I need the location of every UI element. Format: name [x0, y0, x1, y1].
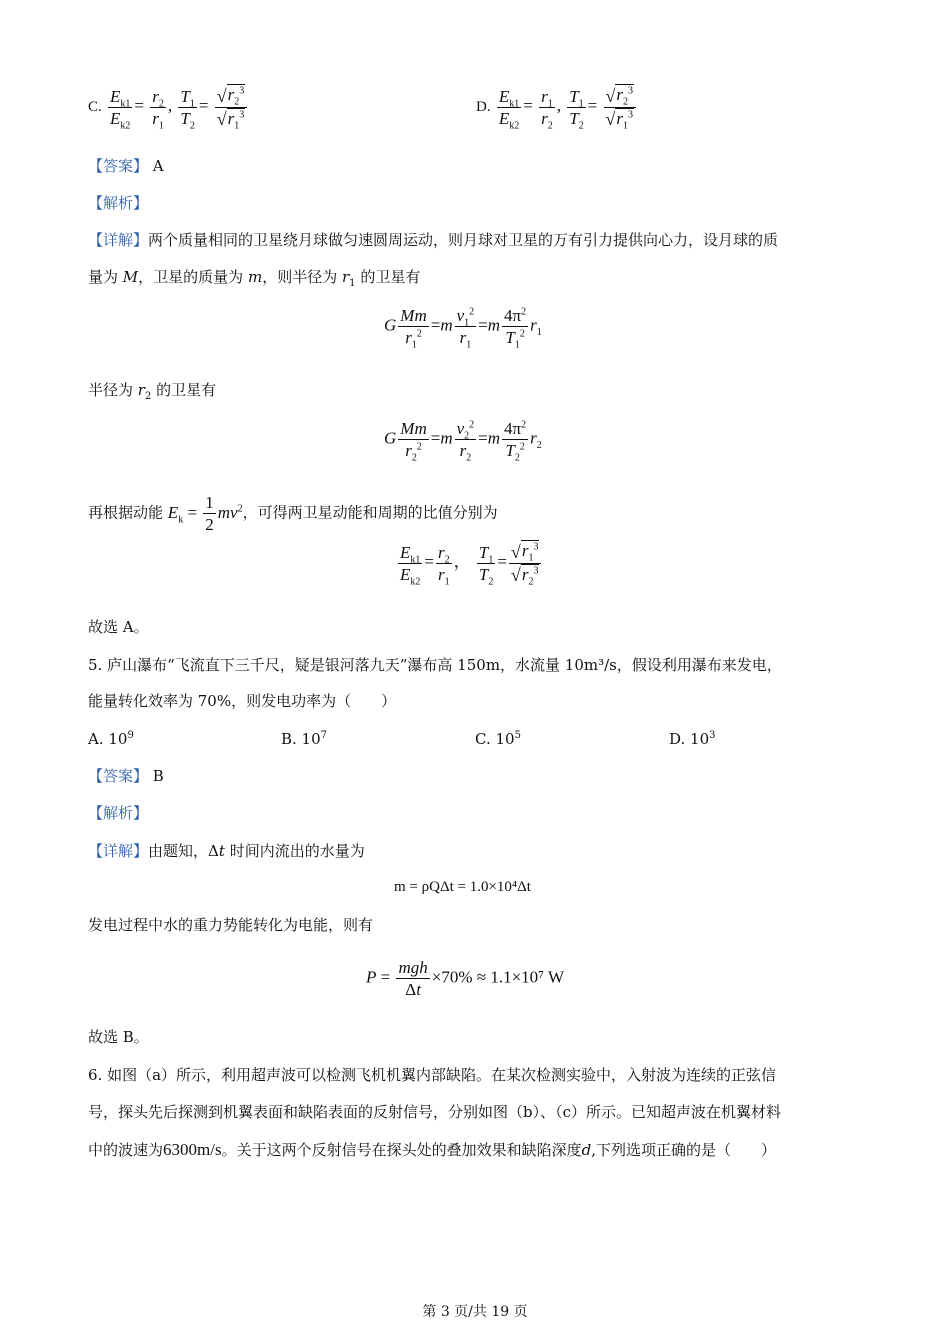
page-footer: 第 3 页/共 19 页 [422, 1304, 528, 1320]
text: ，可得两卫星动能和周期的比值分别为 [242, 503, 498, 522]
q6-line1: 6. 如图（a）所示，利用超声波可以检测飞机机翼内部缺陷。在某次检测实验中，入射波为连续的正弦信 [88, 1066, 777, 1084]
text: 量为 [88, 268, 119, 286]
text: ,下列选项正确的是（ ） [591, 1141, 776, 1159]
text: 的卫星有 [360, 268, 421, 286]
q5-option-a [88, 730, 134, 748]
q5-energy-line: 发电过程中水的重力势能转化为电能，则有 [88, 916, 374, 934]
text: 时间内流出的水量为 [229, 842, 365, 860]
equation-tail: ×70% ≈ 1.1×10⁷ W [431, 967, 565, 987]
option-d: D. $\frac{E_{k1}}{E_{k2}}$ = $\frac{r_1}{r_2}$ , $\frac{T_1}{T_2}$ = √ $r_2^3$ √ $r_1^3$ [476, 84, 638, 131]
q4-detail-line1 [88, 231, 778, 249]
q5-option-b [281, 730, 327, 748]
equation-ratio: $\frac{E_{k1}}{E_{k2}}$ = $\frac{r_2}{r_1}$ ， $\frac{T_1}{T_2}$ = √ $r_1^3$ √ $r_2^3$ [396, 540, 543, 587]
q5-analysis-tag: 【解析】 [88, 804, 149, 822]
wave-speed: 6300m/s [163, 1140, 222, 1159]
answer-tag: 【答案】 [88, 767, 149, 785]
q5-detail-line: 【详解】由题知，Δt 时间内流出的水量为 [88, 842, 365, 860]
detail-tag: 【详解】 [88, 842, 149, 860]
text: 由题知， [148, 842, 209, 860]
answer-value: B [152, 767, 164, 785]
detail-text: 两个质量相同的卫星绕月球做匀速圆周运动，则月球对卫星的万有引力提供向心力，设月球的质 [148, 231, 779, 249]
equation-r2: G $\frac{Mm}{r_2^2}$ =m $\frac{v_2^2}{r_2}$ =m $\frac{4\pi^2}{T_2^2}$ $r_2$ [384, 419, 542, 464]
text: 半径为 [88, 381, 134, 399]
q4-radius2-line: 半径为 $r_2$ 的卫星有 [88, 381, 217, 402]
q5-equation-mass: m = ρQΔt = 1.0×10⁴Δt [394, 879, 531, 895]
option-exp: 9 [127, 730, 134, 741]
option-c: C. $\frac{E_{k1}}{E_{k2}}$ = $\frac{r_2}{r_1}$ , $\frac{T_1}{T_2}$ = √ $r_2^3$ √ $r_1^3$ [88, 84, 249, 131]
q5-option-d [669, 730, 716, 748]
option-label: A. 10 [88, 730, 128, 748]
text: ，则半径为 [262, 268, 338, 286]
q5-option-c [475, 730, 521, 748]
option-label: D. 10 [669, 730, 710, 748]
text: 再根据动能 [88, 503, 164, 522]
q4-answer [88, 157, 164, 175]
q5-stem-line2: 能量转化效率为 70%，则发电功率为（ ） [88, 692, 397, 710]
option-label: B. 10 [281, 730, 321, 748]
q4-analysis-tag: 【解析】 [88, 194, 149, 212]
q4-conclusion: 故选 A。 [88, 618, 149, 636]
option-exp: 3 [709, 730, 716, 741]
q4-detail-line2: 量为 M，卫星的质量为 m，则半径为 $r_1$ 的卫星有 [88, 268, 421, 289]
text: 。关于这两个反射信号在探头处的叠加效果和缺陷深度 [221, 1141, 582, 1159]
detail-tag: 【详解】 [88, 231, 149, 249]
q4-kinetic-line: 再根据动能 $E_k$ = $\frac{1}{2}$ $mv^2$，可得两卫星动能和周期的比值分别为 [88, 493, 498, 535]
q5-equation-power: P = $\frac{\text{mgh}}{\Delta t}$ ×70% ≈ 1.1×10⁷ W [366, 958, 565, 1000]
text: 的卫星有 [156, 381, 217, 399]
answer-tag: 【答案】 [88, 157, 149, 175]
q5-answer [88, 767, 164, 785]
text: 中的波速为 [88, 1141, 164, 1159]
text: ，卫星的质量为 [138, 268, 244, 286]
option-exp: 7 [320, 730, 328, 741]
answer-value: A [152, 157, 164, 175]
equation-r1: G $\frac{Mm}{r_1^2}$ =m $\frac{v_1^2}{r_1}$ =m $\frac{4\pi^2}{T_1^2}$ $r_1$ [384, 306, 542, 351]
option-d-label: D. [476, 99, 491, 116]
q5-stem-line1: 5. 庐山瀑布“飞流直下三千尺，疑是银河落九天”瀑布高 150m，水流量 10m³/s，假设利用瀑布来发电， [88, 656, 782, 674]
q6-line2: 号，探头先后探测到机翼表面和缺陷表面的反射信号，分别如图（b）、（c）所示。已知超声波在机翼材料 [88, 1103, 782, 1121]
q6-line3: 中的波速为6300m/s。关于这两个反射信号在探头处的叠加效果和缺陷深度d,下列选项正确的是（ ） [88, 1140, 776, 1159]
q5-conclusion: 故选 B。 [88, 1028, 149, 1046]
option-c-label: C. [88, 99, 102, 116]
option-exp: 5 [514, 730, 521, 741]
option-label: C. 10 [475, 730, 515, 748]
